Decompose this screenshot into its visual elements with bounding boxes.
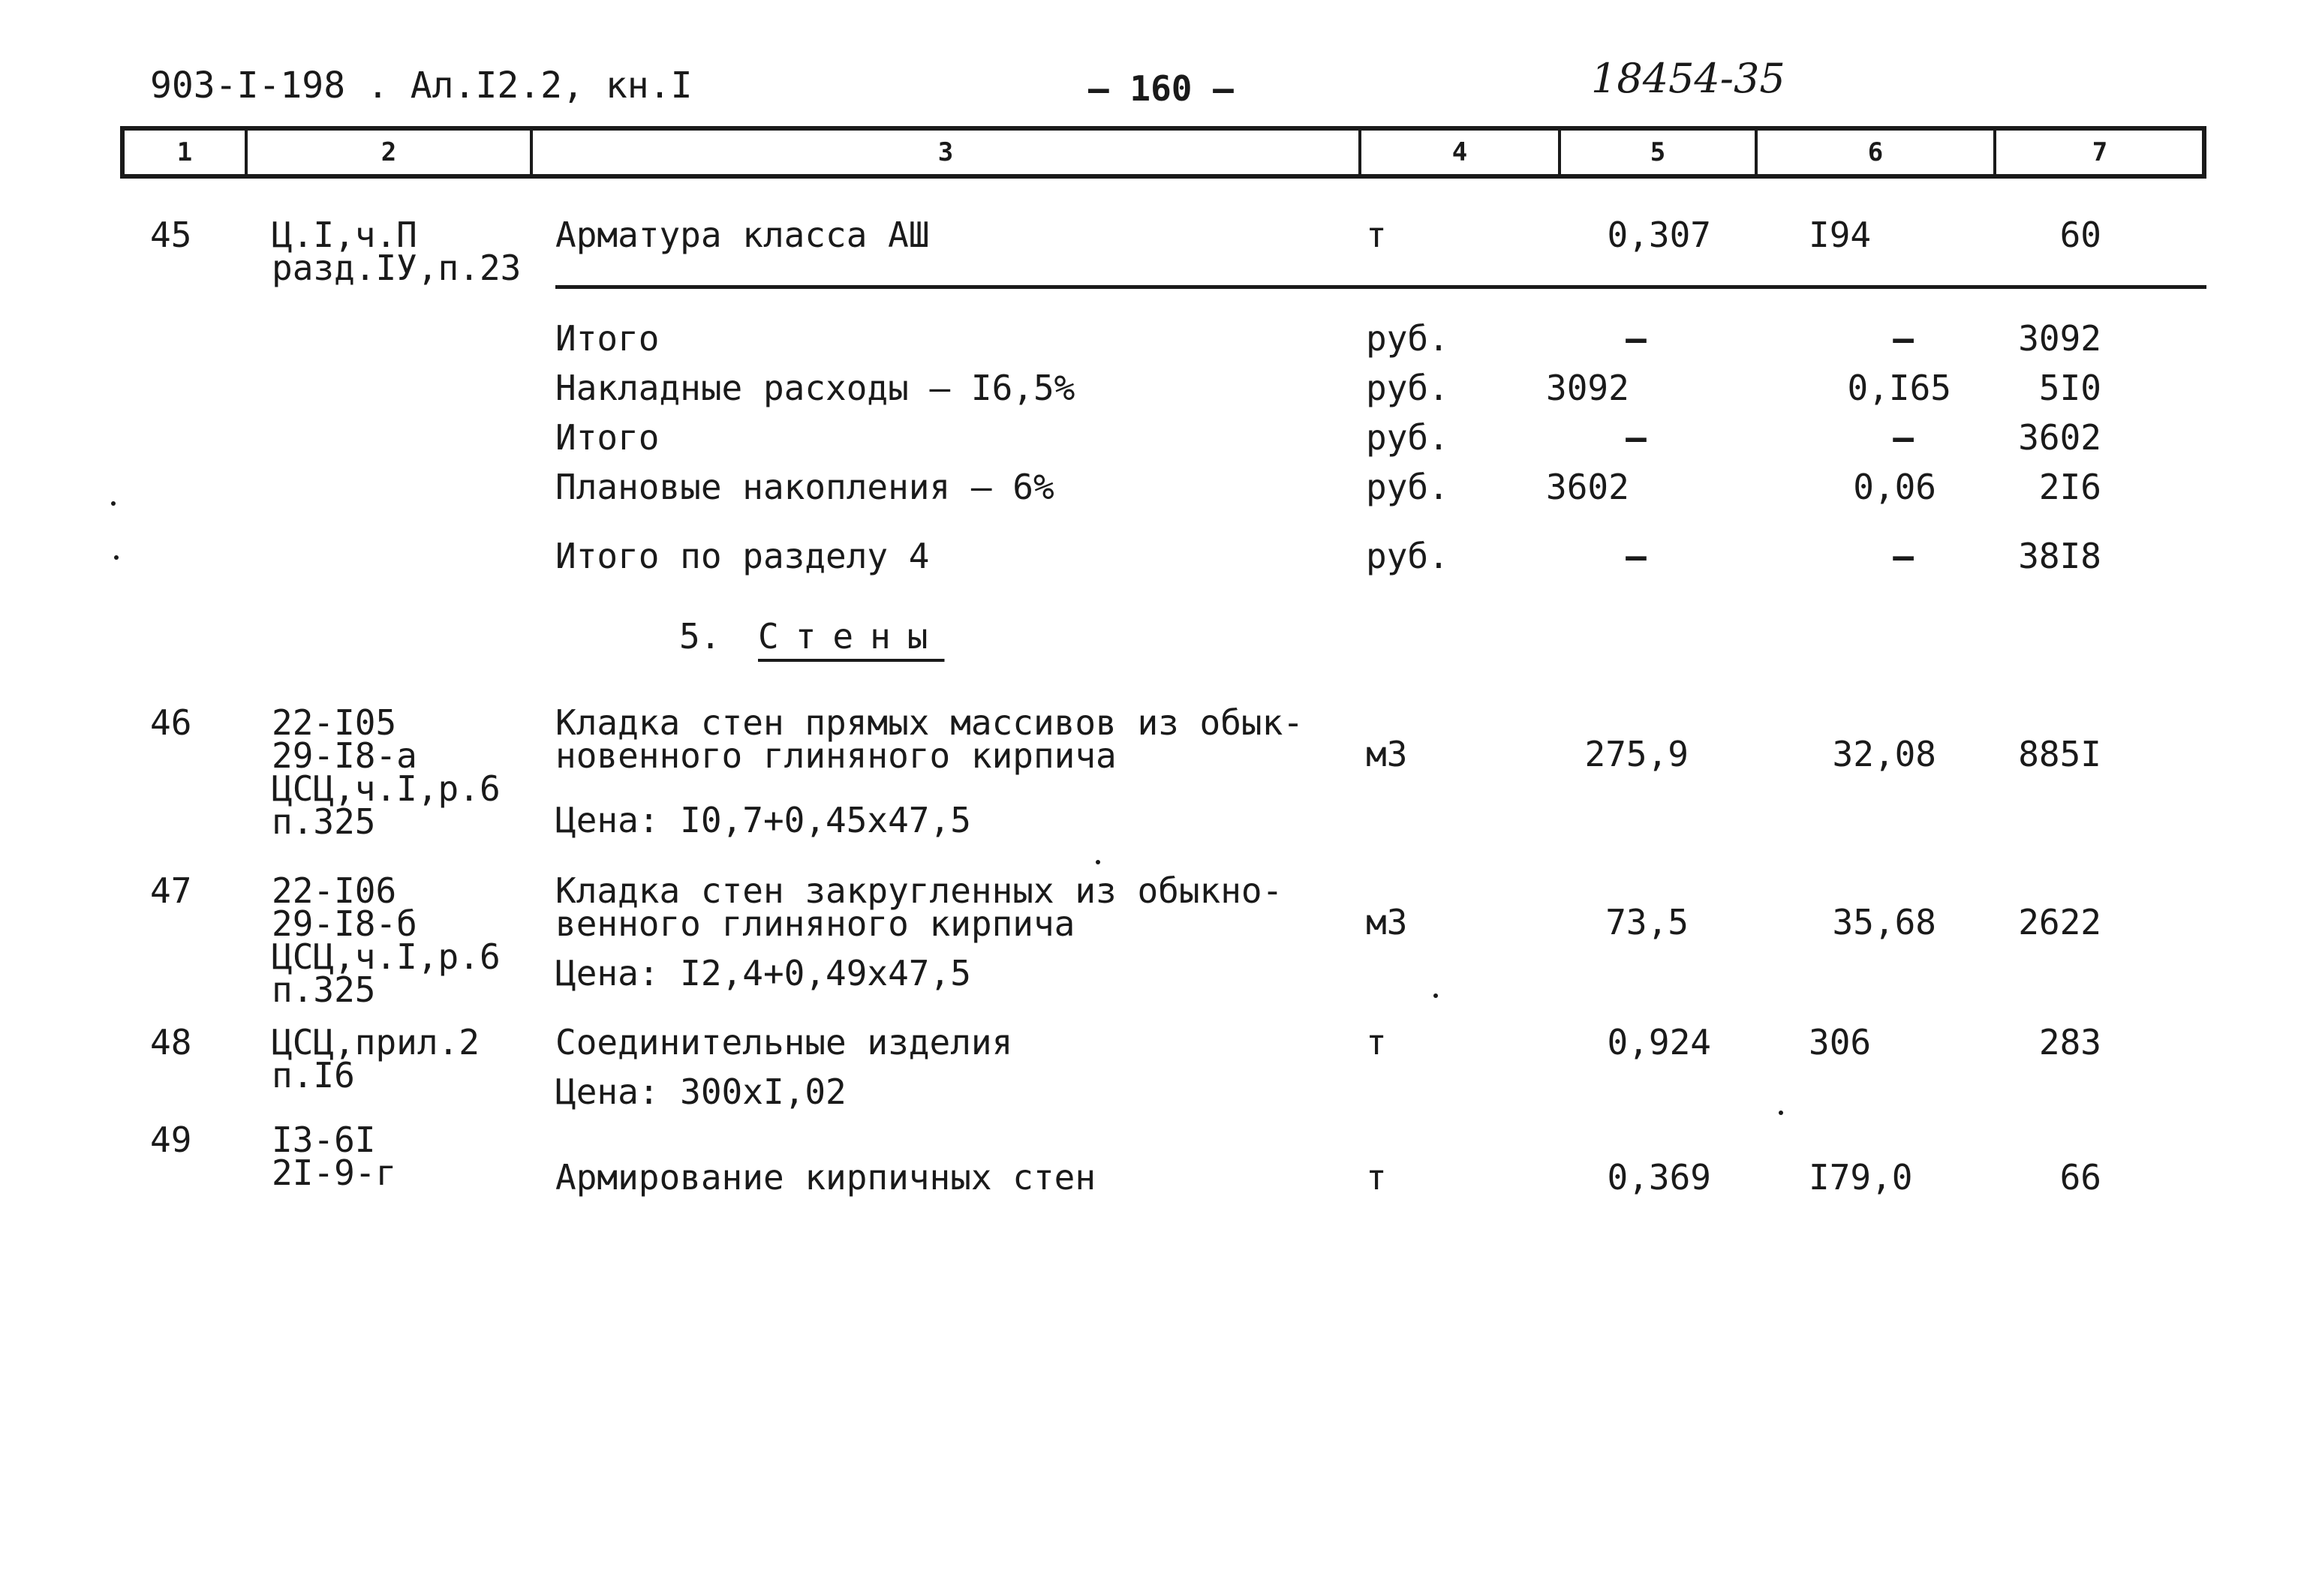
summary-unit: руб. xyxy=(1366,318,1449,359)
row-47-code-line-4: п.325 xyxy=(272,969,376,1010)
row-49-total: 66 xyxy=(2059,1157,2101,1198)
header-col-6: 6 xyxy=(1867,137,1884,167)
row-45-total: 60 xyxy=(2059,215,2101,255)
row-47-code-line-2: 29-I8-б xyxy=(272,903,417,944)
summary-total: 2I6 xyxy=(2038,467,2101,507)
summary-total: 3602 xyxy=(2018,417,2101,458)
row-48-unit: т xyxy=(1366,1022,1387,1062)
row-46-price-formula: Цена: I0,7+0,45х47,5 xyxy=(555,800,971,840)
row-49-number: 49 xyxy=(150,1120,192,1160)
scan-speck xyxy=(114,555,119,560)
summary-label: Накладные расходы – I6,5% xyxy=(555,368,1075,408)
scan-speck xyxy=(111,501,116,506)
row-49-unit: т xyxy=(1366,1157,1387,1198)
summary-unit: руб. xyxy=(1366,368,1449,408)
row-47-quantity: 73,5 xyxy=(1605,902,1689,942)
summary-unit: руб. xyxy=(1366,467,1449,507)
row-46-quantity: 275,9 xyxy=(1584,734,1689,774)
row-49-code-line-2: 2I-9-г xyxy=(272,1153,397,1193)
row-47-description-line-2: венного глиняного кирпича xyxy=(555,903,1075,944)
header-col-4: 4 xyxy=(1451,137,1468,167)
summary-label: Итого xyxy=(555,318,660,359)
row-47-code-line-3: ЦСЦ,ч.I,р.6 xyxy=(272,936,501,977)
row-46-total: 885I xyxy=(2018,734,2101,774)
row-49-price: I79,0 xyxy=(1809,1157,1913,1198)
row-49-description: Армирование кирпичных стен xyxy=(555,1157,1096,1198)
scan-speck xyxy=(1433,993,1438,998)
summary-label: Итого xyxy=(555,417,660,458)
row-48-price-formula: Цена: 300хI,02 xyxy=(555,1072,847,1112)
row-46-number: 46 xyxy=(150,702,192,743)
summary-rate: 0,I65 xyxy=(1847,368,1951,408)
summary-rate: – xyxy=(1893,417,1914,458)
row-45-code-line-1: Ц.I,ч.П xyxy=(272,215,417,255)
summary-label: Итого по разделу 4 xyxy=(555,536,930,576)
header-col-3: 3 xyxy=(937,137,954,167)
row-48-total: 283 xyxy=(2038,1022,2101,1062)
summary-base: – xyxy=(1626,536,1647,576)
row-46-code-line-4: п.325 xyxy=(272,801,376,842)
table-header xyxy=(120,126,2206,179)
row-46-price: 32,08 xyxy=(1832,734,1936,774)
row-47-description-line-1: Кладка стен закругленных из обыкно- xyxy=(555,870,1283,911)
row-48-price: 306 xyxy=(1809,1022,1872,1062)
row-46-description-line-1: Кладка стен прямых массивов из обык- xyxy=(555,702,1304,743)
document-reference: 903-I-198 . Ал.I2.2, кн.I xyxy=(150,65,693,107)
row-47-unit: м3 xyxy=(1366,902,1408,942)
row-47-total: 2622 xyxy=(2018,902,2101,942)
summary-base: – xyxy=(1626,417,1647,458)
row-47-code-line-1: 22-I06 xyxy=(272,870,397,911)
row-47-price-formula: Цена: I2,4+0,49х47,5 xyxy=(555,953,971,993)
row-47-number: 47 xyxy=(150,870,192,911)
summary-total: 3092 xyxy=(2018,318,2101,359)
summary-base: 3092 xyxy=(1546,368,1629,408)
row-46-code-line-1: 22-I05 xyxy=(272,702,397,743)
header-col-5: 5 xyxy=(1650,137,1666,167)
summary-rate: – xyxy=(1893,318,1914,359)
header-col-2: 2 xyxy=(380,137,397,167)
row-46-code-line-2: 29-I8-а xyxy=(272,735,417,776)
row-47-price: 35,68 xyxy=(1832,902,1936,942)
summary-base: 3602 xyxy=(1546,467,1629,507)
row-49-code-line-1: I3-6I xyxy=(272,1120,376,1160)
row-45-unit: т xyxy=(1366,215,1387,255)
row-48-code-line-2: п.I6 xyxy=(272,1055,355,1096)
row-divider xyxy=(555,285,2206,289)
row-48-code-line-1: ЦСЦ,прил.2 xyxy=(272,1022,480,1062)
row-46-unit: м3 xyxy=(1366,734,1408,774)
scan-speck xyxy=(1779,1111,1783,1115)
row-48-description: Соединительные изделия xyxy=(555,1022,1013,1062)
row-45-quantity: 0,307 xyxy=(1607,215,1711,255)
section-title: Стены xyxy=(758,616,945,657)
archive-stamp: 18454-35 xyxy=(1591,55,1785,102)
summary-total: 5I0 xyxy=(2038,368,2101,408)
header-col-7: 7 xyxy=(2092,137,2108,167)
row-48-number: 48 xyxy=(150,1022,192,1062)
row-45-number: 45 xyxy=(150,215,192,255)
summary-label: Плановые накопления – 6% xyxy=(555,467,1054,507)
summary-rate: – xyxy=(1893,536,1914,576)
row-48-quantity: 0,924 xyxy=(1607,1022,1711,1062)
summary-rate: 0,06 xyxy=(1853,467,1936,507)
scan-speck xyxy=(1096,860,1100,864)
page-number: — 160 — xyxy=(1088,68,1234,109)
row-45-description: Арматура класса АШ xyxy=(555,215,930,255)
row-49-quantity: 0,369 xyxy=(1607,1157,1711,1198)
summary-base: – xyxy=(1626,318,1647,359)
row-45-code-line-2: разд.IУ,п.23 xyxy=(272,248,522,288)
summary-unit: руб. xyxy=(1366,417,1449,458)
summary-total: 38I8 xyxy=(2018,536,2101,576)
row-46-code-line-3: ЦСЦ,ч.I,р.6 xyxy=(272,768,501,809)
row-46-description-line-2: новенного глиняного кирпича xyxy=(555,735,1117,776)
summary-unit: руб. xyxy=(1366,536,1449,576)
section-number: 5. xyxy=(679,616,721,657)
header-col-1: 1 xyxy=(176,137,193,167)
row-45-price: I94 xyxy=(1809,215,1872,255)
